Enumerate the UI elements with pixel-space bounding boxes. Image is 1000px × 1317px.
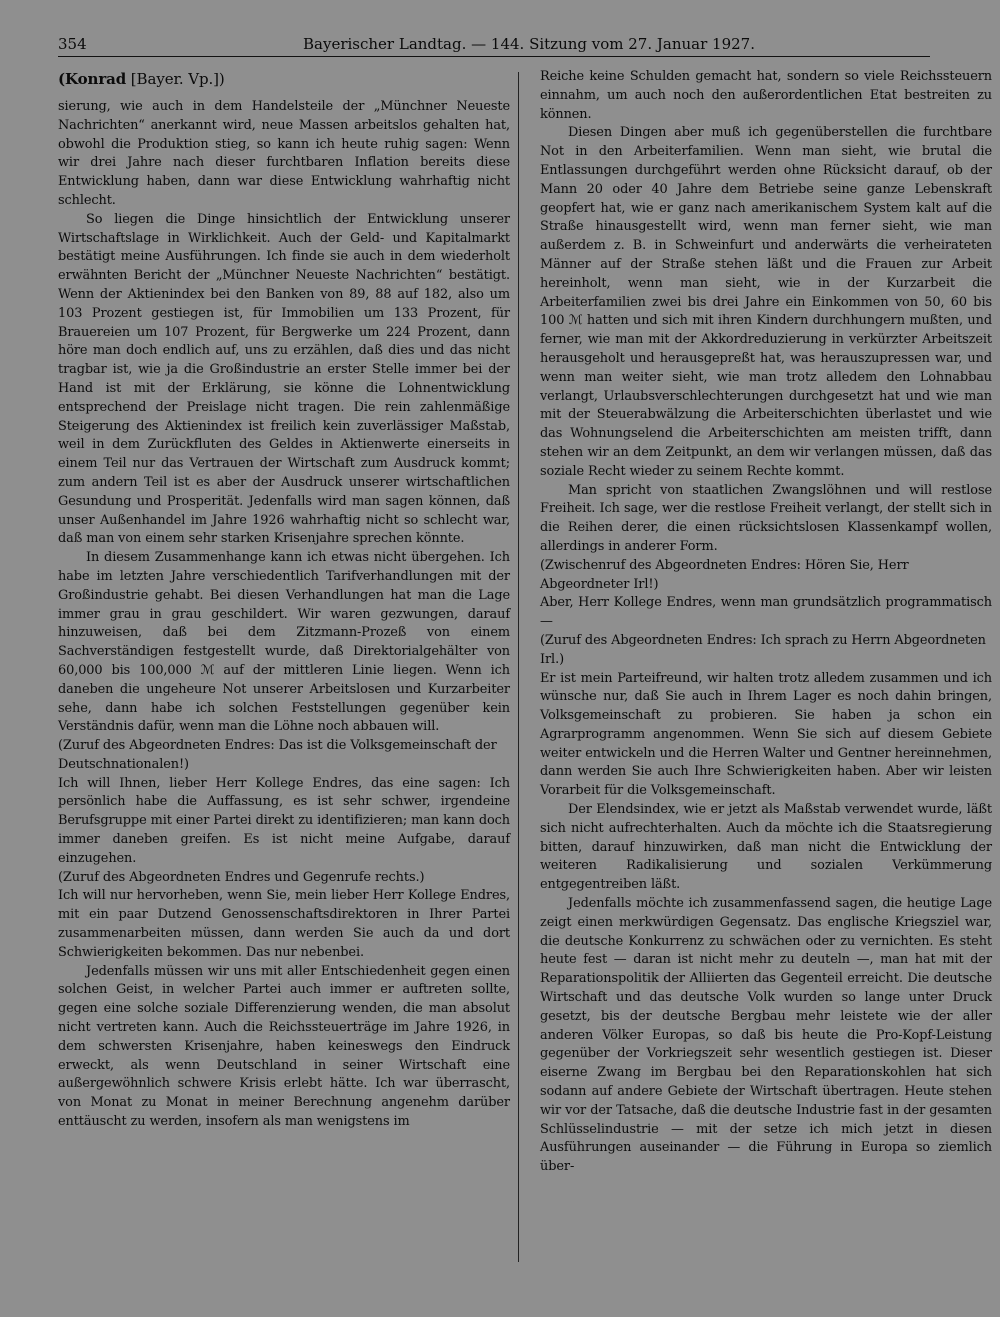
- interjection: (Zwischenruf des Abgeordneten Endres: Hören Sie, Herr Abgeordneter Irl!): [540, 557, 909, 592]
- paragraph: Diesen Dingen aber muß ich gegenüberstellen die furchtbare Not in den Arbeiterfamilien. Wenn man sieht, wie brutal die Entlassungen durchgeführt werden ohne Rücksicht darauf, ob der Mann 20 oder 40 Jahre dem Betriebe seine ganze Lebenskraft geopfert hat, wie er ganz nach amerikanischem System kalt auf die Straße hinausgestellt wird, wenn man ferner sieht, wie man außerdem z. B. in Schweinfurt und anderwärts die verheirateten Männer auf der Straße stehen läßt und die Frauen zur Arbeit hereinholt, wenn man sieht, wie in der Kurzarbeit die Arbeiterfamilien zwei bis drei Jahre ein Einkommen von 50, 60 bis 100 ℳ hatten und sich mit ihren Kindern durchhungern mußten, und ferner, wie man mit der Akkordreduzierung in verkürzter Arbeitszeit herausgeholt und herausgepreßt hat, was herauszupressen war, und wenn man weiter sieht, wie man trotz alledem den Lohnabbau verlangt, Urlaubsverschlechterungen durchgesetzt hat und wie man mit der Steuerabwälzung die Arbeiterschichten überlastet und wie das Wohnungselend die Arbeiterschichten am meisten trifft, dann stehen wir an dem Zeitpunkt, an dem wir verlangen müssen, daß das soziale Recht wieder zu seinem Rechte kommt.: [540, 125, 992, 479]
- paragraph: Jedenfalls müssen wir uns mit aller Entschiedenheit gegen einen solchen Geist, in welcher Partei auch immer er auftreten sollte, gegen eine solche soziale Differenzierung wenden, die man absolut nicht vertreten kann. Auch die Reichssteuerträge im Jahre 1926, in dem schwersten Krisenjahre, haben keineswegs den Eindruck erweckt, als wenn Deutschland in seiner Wirtschaft eine außergewöhnlich schwere Krisis erlebt hätte. Ich war überrascht, von Monat zu Monat in meiner Berechnung angenehm darüber enttäuscht zu werden, insofern als man wenigstens im: [58, 963, 510, 1130]
- paragraph: Der Elendsindex, wie er jetzt als Maßstab verwendet wurde, läßt sich nicht aufrechterhalten. Auch da möchte ich die Staatsregierung bitten, darauf hinzuwirken, daß man nicht die Entwicklung der weiteren Radikalisierung und sozialen Verkümmerung entgegentreiben läßt.: [540, 802, 992, 893]
- speaker-name: (Konrad: [58, 70, 127, 88]
- speaker-line: [58, 68, 510, 90]
- paragraph: Man spricht von staatlichen Zwangslöhnen und will restlose Freiheit. Ich sage, wer die restlose Freiheit verlangt, der stellt sich in die Reihen derer, die einen rücksichtslosen Klassenkampf wollen, allerdings in anderer Form.: [540, 482, 992, 554]
- paragraph: sierung, wie auch in dem Handelsteile der „Münchner Neueste Nachrichten“ anerkannt wird, neue Massen arbeitslos gehalten hat, obwohl die Produktion stieg, so kann ich heute ruhig sagen: Wenn wir drei Jahre nach dieser furchtbaren Inflation bereits diese Entwicklung haben, dann war diese Entwicklung wahrhaftig nicht schlecht.: [58, 99, 510, 208]
- header-rule: [58, 56, 930, 57]
- paragraph: Aber, Herr Kollege Endres, wenn man grundsätzlich programmatisch —: [540, 595, 992, 630]
- left-column: [58, 68, 510, 1132]
- paragraph: Er ist mein Parteifreund, wir halten trotz alledem zusammen und ich wünsche nur, daß Sie auch in Ihrem Lager es noch dahin bringen, Volksgemeinschaft zu probieren. Sie haben ja schon ein Agrarprogramm angenommen. Wenn Sie sich auf diesem Gebiete weiter entwickeln und die Herren Walter und Gentner hereinnehmen, dann werden Sie auch Ihre Schwierigkeiten haben. Aber wir leisten Vorarbeit für die Volksgemeinschaft.: [540, 670, 992, 799]
- right-column: [540, 68, 992, 1177]
- paragraph: Jedenfalls möchte ich zusammenfassend sagen, die heutige Lage zeigt einen merkwürdigen Gegensatz. Das englische Kriegsziel war, die deutsche Konkurrenz zu schwächen oder zu vernichten. Es steht heute fest — daran ist nicht mehr zu deuteln —, man hat mit der Reparationspolitik der Alliierten das Gegenteil erreicht. Die deutsche Wirtschaft und das deutsche Volk wurden so lange unter Druck gesetzt, bis der deutsche Bergbau mehr leistete wie der aller anderen Völker Europas, so daß bis heute die Pro-Kopf-Leistung gegenüber der Vorkriegszeit sehr wesentlich gestiegen ist. Dieser eiserne Zwang im Bergbau bei den Reparationskohlen hat sich sodann auf andere Gebiete der Wirtschaft übertragen. Heute stehen wir vor der Tatsache, daß die deutsche Industrie fast in der gesamten Schlüsselindustrie — mit der setze ich mich jetzt in diesen Ausführungen auseinander — die Führung in Europa so ziemlich über-: [540, 896, 992, 1175]
- paragraph: Ich will nur hervorheben, wenn Sie, mein lieber Herr Kollege Endres, mit ein paar Dutzend Genossenschaftsdirektoren in Ihrer Partei zusammenarbeiten müssen, dann werden Sie auch da und dort Schwierigkeiten bekommen. Das nur nebenbei.: [58, 888, 510, 960]
- page-number: 354: [58, 35, 87, 53]
- page-header: [58, 34, 928, 54]
- speaker-party: [Bayer. Vp.]): [126, 70, 225, 88]
- interjection: (Zuruf des Abgeordneten Endres und Gegenrufe rechts.): [58, 869, 425, 885]
- running-title: Bayerischer Landtag. — 144. Sitzung vom 27. Januar 1927.: [303, 35, 755, 53]
- paragraph: In diesem Zusammenhange kann ich etwas nicht übergehen. Ich habe im letzten Jahre verschiedentlich Tarifverhandlungen mit der Großindustrie gehabt. Bei diesen Verhandlungen hat man die Lage immer grau in grau geschildert. Wir waren gezwungen, darauf hinzuweisen, daß bei dem Zitzmann-Prozeß von einem Sachverständigen festgestellt wurde, daß Direktorialgehälter von 60,000 bis 100,000 ℳ auf der mittleren Linie liegen. Wenn ich daneben die ungeheure Not unserer Arbeitslosen und Kurzarbeiter sehe, dann habe ich solchen Feststellungen gegenüber kein Verständnis dafür, wenn man die Löhne noch abbauen will.: [58, 550, 510, 735]
- interjection: (Zuruf des Abgeordneten Endres: Ich sprach zu Herrn Abgeordneten Irl.): [540, 632, 986, 667]
- column-divider: [518, 72, 519, 1262]
- interjection: (Zuruf des Abgeordneten Endres: Das ist die Volksgemeinschaft der Deutschnationalen!): [58, 738, 497, 772]
- paragraph: So liegen die Dinge hinsichtlich der Entwicklung unserer Wirtschaftslage in Wirklichkeit. Auch der Geld- und Kapitalmarkt bestätigt meine Ausführungen. Ich finde sie auch in dem wiederholt erwähnten Bericht der „Münchner Neueste Nachrichten“ bestätigt. Wenn der Aktienindex bei den Banken von 89, 88 auf 182, also um 103 Prozent gestiegen ist, für Immobilien um 133 Prozent, für Brauereien um 107 Prozent, für Bergwerke um 224 Prozent, dann höre man doch endlich auf, uns zu erzählen, daß dies und das nicht tragbar ist, wie ja die Großindustrie an erster Stelle immer bei der Hand ist mit der Erklärung, sie könne die Lohnentwicklung entsprechend der Preislage nicht tragen. Die rein zahlenmäßige Steigerung des Aktienindex ist freilich kein zuverlässiger Maßstab, weil in dem Zurückfluten des Geldes in Aktienwerte einerseits in einem Teil nur das Vertrauen der Wirtschaft zum Ausdruck kommt; zum andern Teil ist es aber der Ausdruck unserer wirtschaftlichen Gesundung und Prosperität. Jedenfalls wird man sagen können, daß unser Außenhandel im Jahre 1926 wahrhaftig nicht so schlecht war, daß man von einem sehr starken Krisenjahre sprechen könnte.: [58, 211, 510, 547]
- paragraph: Ich will Ihnen, lieber Herr Kollege Endres, das eine sagen: Ich persönlich habe die Auffassung, es ist sehr schwer, irgendeine Berufsgruppe mit einer Partei direkt zu identifizieren; man kann doch immer daneben greifen. Es ist nicht meine Aufgabe, darauf einzugehen.: [58, 775, 510, 866]
- paragraph: Reiche keine Schulden gemacht hat, sondern so viele Reichssteuern einnahm, um auch noch den außerordentlichen Etat bestreiten zu können.: [540, 69, 992, 122]
